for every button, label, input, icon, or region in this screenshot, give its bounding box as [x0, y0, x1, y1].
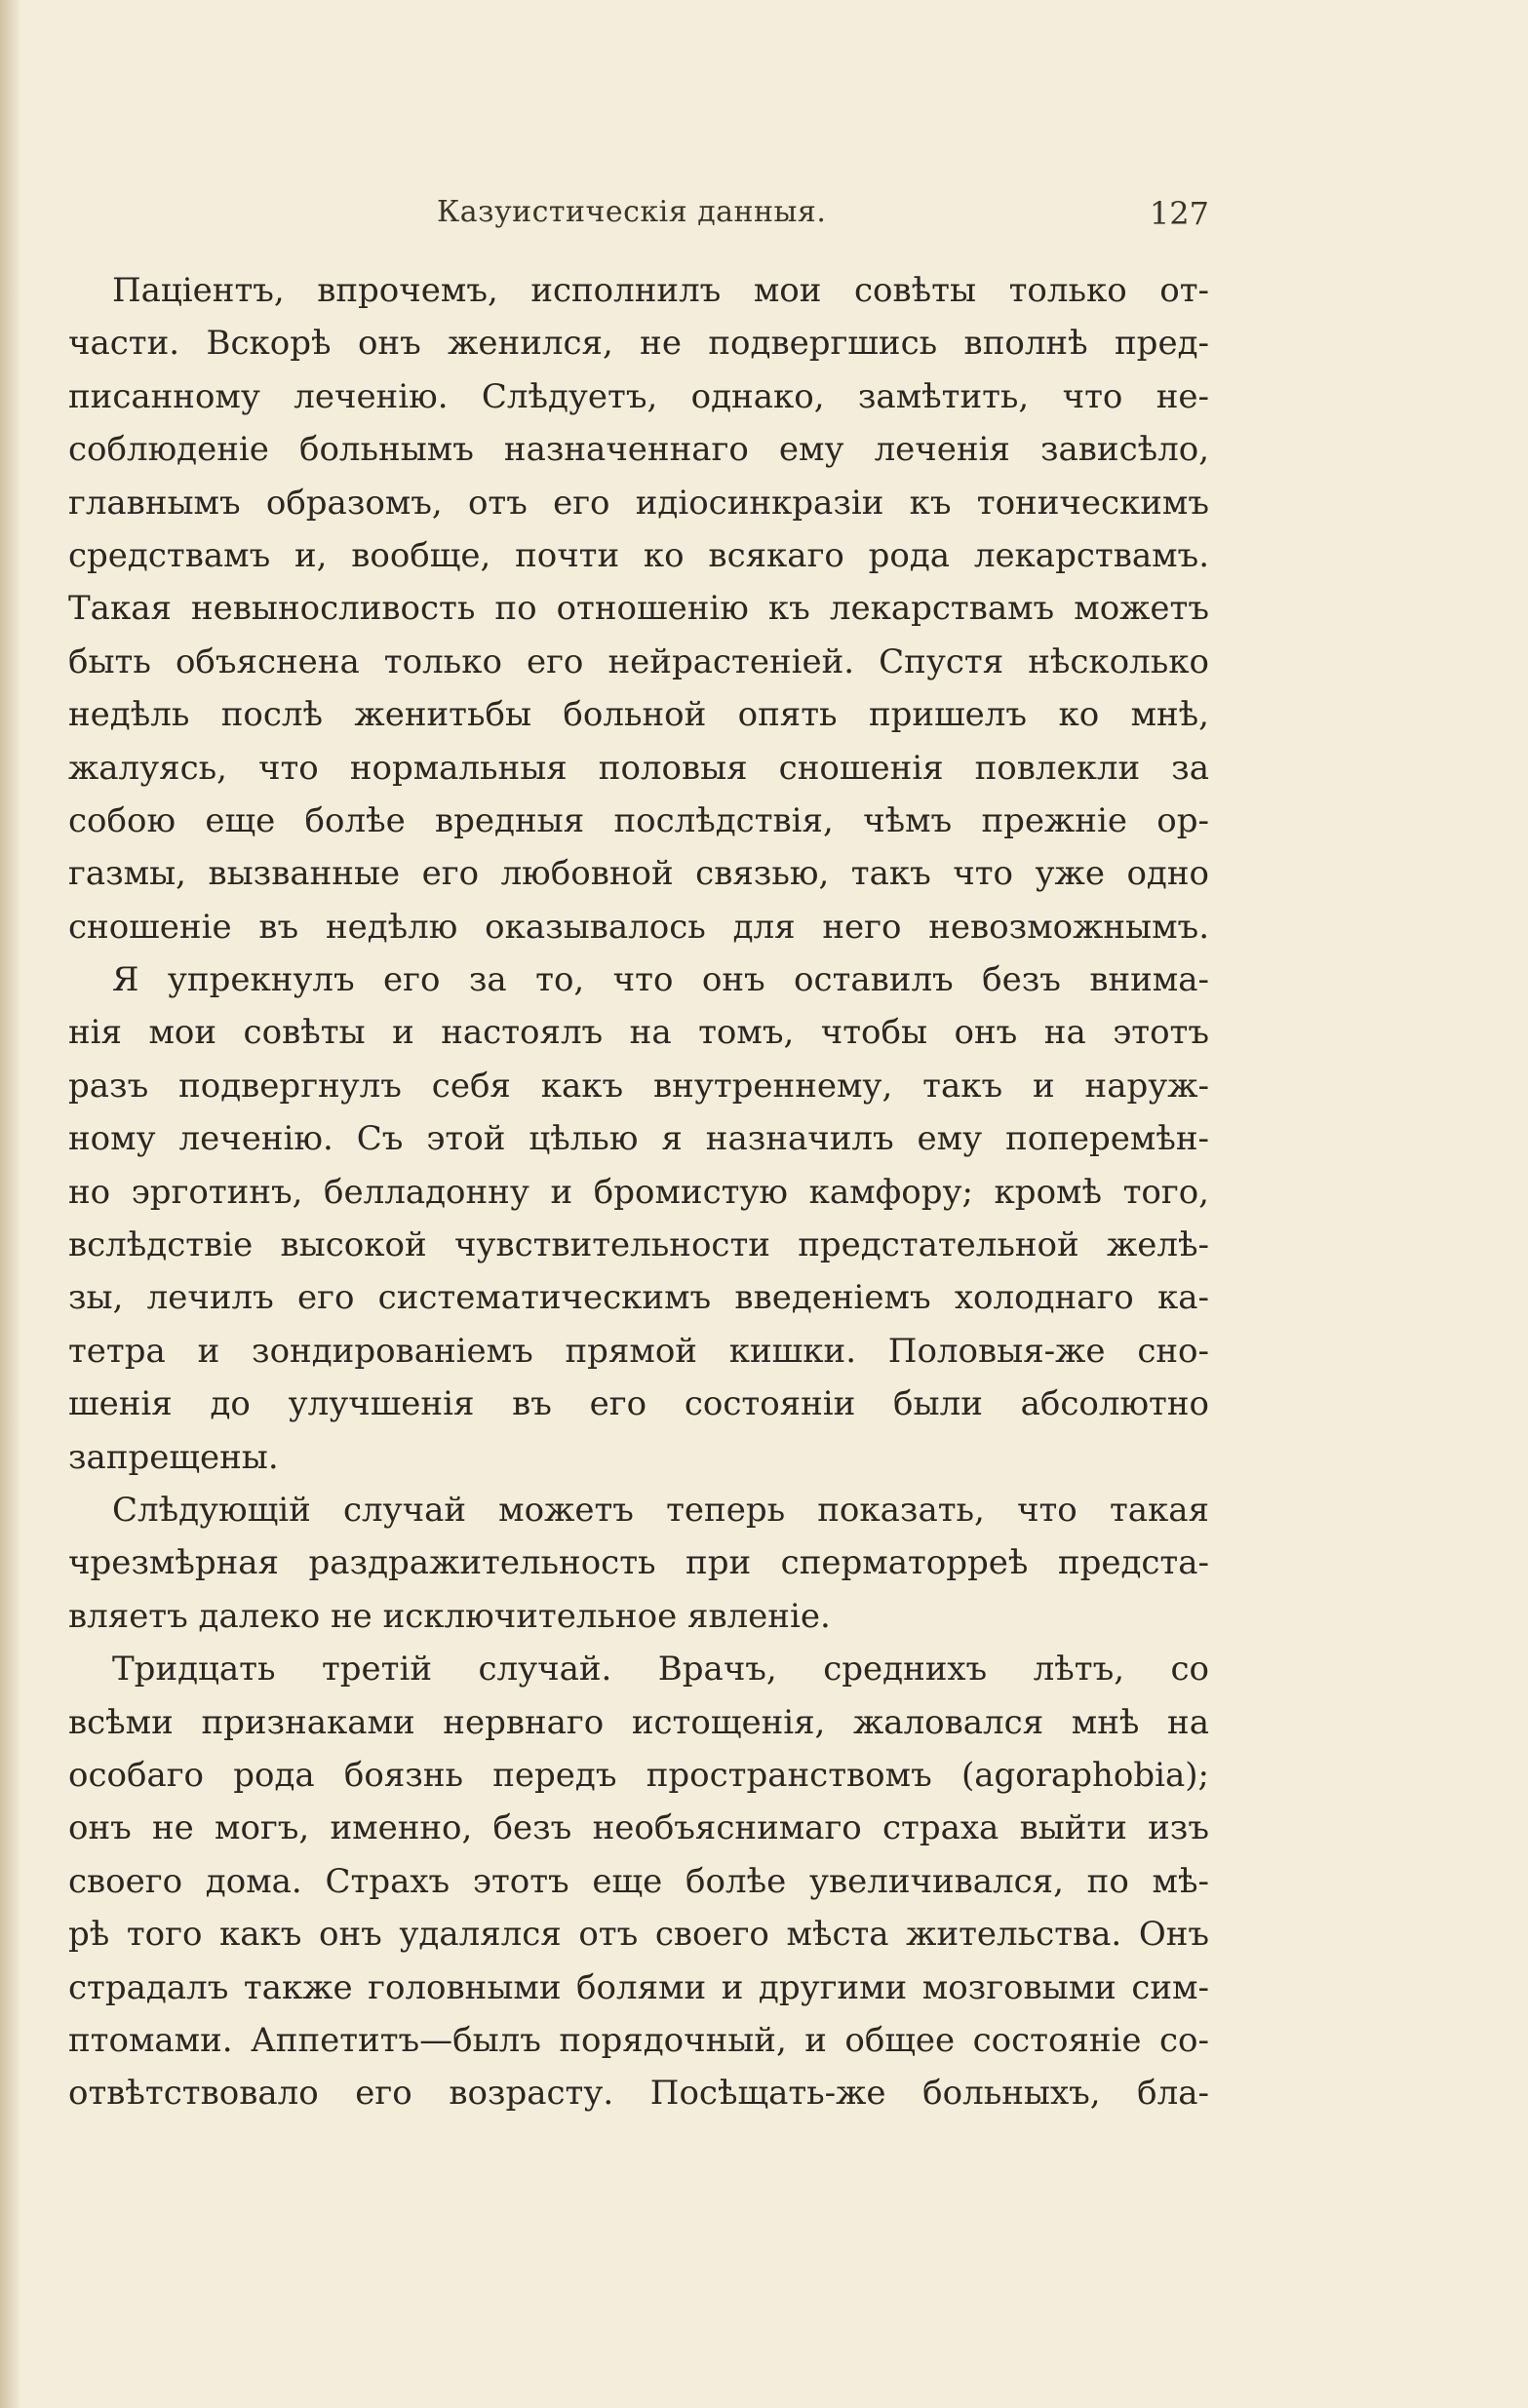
text-line: Слѣдующій случай можетъ теперь показать, что такая	[112, 1490, 1209, 1530]
text-line: средствамъ и, вообще, почти ко всякаго рода лекарствамъ.	[68, 535, 1209, 575]
text-line: вслѣдствіе высокой чувствительности предстательной желѣ-	[68, 1225, 1209, 1265]
text-line: тетра и зондированіемъ прямой кишки. Половыя-же сно-	[68, 1331, 1209, 1371]
text-line: нія мои совѣты и настоялъ на томъ, чтобы онъ на этотъ	[68, 1013, 1209, 1053]
text-line: птомами. Аппетитъ—былъ порядочный, и общее состояніе со-	[68, 2020, 1209, 2060]
text-line: Паціентъ, впрочемъ, исполнилъ мои совѣты только от-	[112, 271, 1209, 310]
text-line: Я упрекнулъ его за то, что онъ оставилъ безъ внима-	[112, 960, 1209, 1000]
page-number: 127	[1149, 195, 1209, 232]
text-line: чрезмѣрная раздражительность при сперматорреѣ предста-	[68, 1543, 1209, 1583]
text-line: соблюденіе больнымъ назначеннаго ему леченія зависѣло,	[68, 430, 1209, 470]
text-line: части. Вскорѣ онъ женился, не подвергшись вполнѣ пред-	[68, 324, 1209, 364]
text-line: запрещены.	[68, 1437, 279, 1477]
binding-edge	[0, 0, 21, 2408]
text-line: собою еще болѣе вредныя послѣдствія, чѣмъ прежніе ор-	[68, 800, 1209, 840]
text-line: особаго рода боязнь передъ пространствомъ (agoraphobia);	[68, 1755, 1209, 1795]
text-line: зы, лечилъ его систематическимъ введеніемъ холоднаго ка-	[68, 1278, 1209, 1318]
text-line: недѣль послѣ женитьбы больной опять пришелъ ко мнѣ,	[68, 695, 1209, 735]
text-line: газмы, вызванные его любовной связью, такъ что уже одно	[68, 854, 1209, 894]
text-line: страдалъ также головными болями и другими мозговыми сим-	[68, 1967, 1209, 2007]
running-title: Казуистическія данныя.	[437, 195, 827, 229]
text-line: вляетъ далеко не исключительное явленіе.	[68, 1596, 831, 1636]
text-line: но эрготинъ, белладонну и бромистую камфору; кромѣ того,	[68, 1172, 1209, 1212]
text-line: ному леченію. Съ этой цѣлью я назначилъ ему поперемѣн-	[68, 1119, 1209, 1159]
text-line: жалуясь, что нормальныя половыя сношенія повлекли за	[68, 748, 1209, 788]
text-line: Тридцать третій случай. Врачъ, среднихъ лѣтъ, со	[112, 1650, 1209, 1689]
text-line: всѣми признаками нервнаго истощенія, жаловался мнѣ на	[68, 1702, 1209, 1742]
text-line: своего дома. Страхъ этотъ еще болѣе увеличивался, по мѣ-	[68, 1861, 1209, 1901]
text-line: разъ подвергнулъ себя какъ внутреннему, такъ и наруж-	[68, 1066, 1209, 1106]
text-line: быть объяснена только его нейрастеніей. Спустя нѣсколько	[68, 641, 1209, 681]
text-line: онъ не могъ, именно, безъ необъяснимаго страха выйти изъ	[68, 1808, 1209, 1848]
text-line: главнымъ образомъ, отъ его идіосинкразіи къ тоническимъ	[68, 483, 1209, 523]
page-header	[115, 195, 1209, 244]
body-text	[68, 264, 1209, 2120]
text-line: сношеніе въ недѣлю оказывалось для него невозможнымъ.	[68, 907, 1209, 947]
text-line: писанному леченію. Слѣдуетъ, однако, замѣтить, что не-	[68, 376, 1209, 416]
text-line: Такая невыносливость по отношенію къ лекарствамъ можетъ	[68, 589, 1209, 629]
text-line: отвѣтствовало его возрасту. Посѣщать-же больныхъ, бла-	[68, 2074, 1209, 2114]
text-line: шенія до улучшенія въ его состояніи были абсолютно	[68, 1384, 1209, 1424]
text-line: рѣ того какъ онъ удалялся отъ своего мѣста жительства. Онъ	[68, 1915, 1209, 1955]
